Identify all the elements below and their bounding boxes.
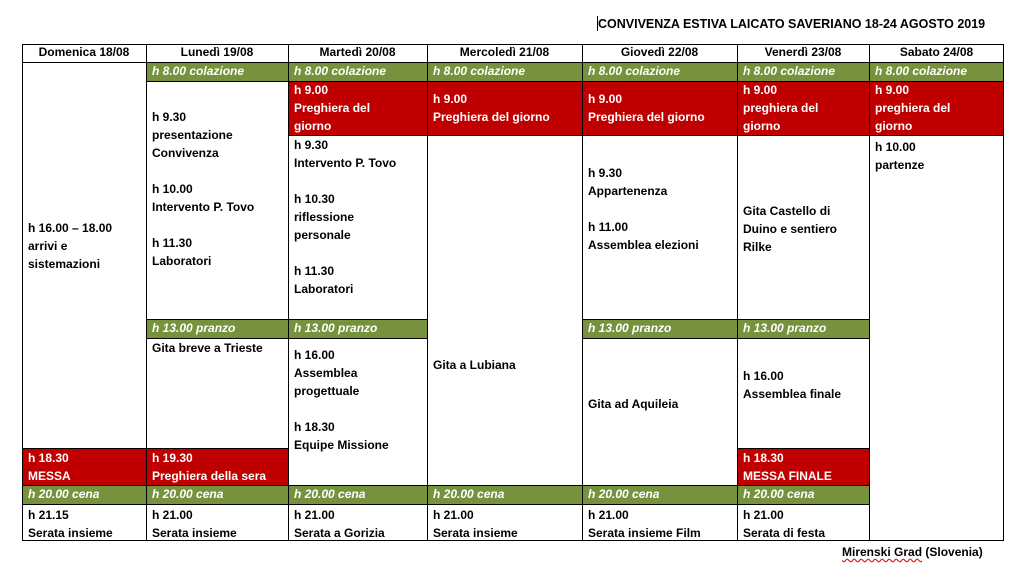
trip-venerdi: Gita Castello di Duino e sentiero Rilke [743, 204, 838, 254]
header-domenica: Domenica 18/08 [38, 45, 130, 59]
header-martedi: Martedì 20/08 [319, 45, 396, 59]
dinner-domenica: h 20.00 cena [22, 486, 146, 504]
row-divider [288, 319, 427, 320]
page-title: CONVIVENZA ESTIVA LAICATO SAVERIANO 18-24 AGOSTO 2019 [598, 17, 986, 31]
lunch-martedi: h 13.00 pranzo [288, 320, 427, 338]
row-divider [582, 319, 869, 320]
row-divider [22, 485, 869, 486]
dinner-venerdi: h 20.00 cena [737, 486, 869, 504]
sabato-bottom [869, 540, 1004, 541]
breakfast-sabato: h 8.00 colazione [869, 63, 1004, 81]
arrivals-block: h 16.00 – 18.00 arrivi e sistemazioni [28, 221, 113, 271]
breakfast-martedi: h 8.00 colazione [288, 63, 427, 81]
col-divider [288, 44, 289, 541]
morning-lunedi: h 9.30 presentazione Convivenza h 10.00 Intervento P. Tovo h 11.30 Laboratori [152, 110, 255, 268]
lunch-lunedi: h 13.00 pranzo [146, 320, 288, 338]
evening-mercoledi: h 21.00 Serata insieme [433, 508, 518, 540]
breakfast-venerdi: h 8.00 colazione [737, 63, 869, 81]
location-country: (Slovenia) [925, 545, 983, 559]
text-cursor [597, 16, 598, 31]
table-border-right [1003, 44, 1004, 541]
row-divider [737, 448, 869, 449]
header-mercoledi: Mercoledì 21/08 [459, 45, 550, 59]
evening-martedi: h 21.00 Serata a Gorizia [294, 508, 385, 540]
afternoon-lunedi: Gita breve a Trieste [152, 341, 263, 355]
row-divider [146, 319, 288, 320]
col-divider [582, 44, 583, 541]
prayer-venerdi: h 9.00 preghiera del giorno [737, 81, 869, 135]
trip-mercoledi: Gita a Lubiana [433, 358, 516, 372]
header-divider [22, 62, 1004, 63]
dinner-giovedi: h 20.00 cena [582, 486, 737, 504]
location-footer [842, 545, 983, 559]
table-border-top [22, 44, 1004, 45]
row-divider [146, 448, 288, 449]
prayer-giovedi: h 9.00 Preghiera del giorno [582, 81, 737, 135]
morning-martedi: h 9.30 Intervento P. Tovo h 10.30 riflessione personale h 11.30 Laboratori [294, 138, 397, 296]
afternoon-martedi: h 16.00 Assemblea progettuale h 18.30 Equipe Missione [294, 348, 389, 452]
dinner-martedi: h 20.00 cena [288, 486, 427, 504]
evening-domenica: h 21.15 Serata insieme [28, 508, 113, 540]
row-divider [146, 81, 1004, 82]
table-border-bottom [22, 540, 869, 541]
prayer-sabato: h 9.00 preghiera del giorno [869, 81, 1004, 135]
morning-giovedi: h 9.30 Appartenenza h 11.00 Assemblea elezioni [588, 166, 699, 252]
breakfast-mercoledi: h 8.00 colazione [427, 63, 582, 81]
row-divider [22, 504, 869, 505]
row-divider [582, 338, 869, 339]
row-divider [146, 338, 288, 339]
afternoon-venerdi: h 16.00 Assemblea finale [743, 369, 842, 401]
lunch-venerdi: h 13.00 pranzo [737, 320, 869, 338]
evening-venerdi: h 21.00 Serata di festa [743, 508, 826, 540]
header-venerdi: Venerdì 23/08 [764, 45, 842, 59]
breakfast-giovedi: h 8.00 colazione [582, 63, 737, 81]
dinner-mercoledi: h 20.00 cena [427, 486, 582, 504]
header-giovedi: Giovedì 22/08 [620, 45, 699, 59]
row-divider [288, 135, 1004, 136]
col-divider [427, 44, 428, 541]
schedule-table [22, 44, 1004, 541]
location-name: Mirenski Grad [842, 545, 923, 559]
departures-sabato: h 10.00 partenze [875, 140, 925, 172]
row-divider [288, 338, 427, 339]
lunch-giovedi: h 13.00 pranzo [582, 320, 737, 338]
header-sabato: Sabato 24/08 [899, 45, 974, 59]
prayer-evening-lunedi: h 19.30 Preghiera della sera [146, 449, 288, 485]
evening-giovedi: h 21.00 Serata insieme Film [588, 508, 701, 540]
header-lunedi: Lunedì 19/08 [180, 45, 254, 59]
row-divider [22, 448, 146, 449]
col-divider [737, 44, 738, 541]
dinner-lunedi: h 20.00 cena [146, 486, 288, 504]
breakfast-lunedi: h 8.00 colazione [146, 63, 288, 81]
prayer-mercoledi: h 9.00 Preghiera del giorno [427, 81, 582, 135]
mass-domenica: h 18.30 MESSA [22, 449, 146, 485]
prayer-martedi: h 9.00 Preghiera del giorno [288, 81, 427, 135]
evening-lunedi: h 21.00 Serata insieme [152, 508, 237, 540]
col-divider [869, 44, 870, 541]
col-divider [146, 44, 147, 541]
mass-final-venerdi: h 18.30 MESSA FINALE [737, 449, 869, 485]
table-border-left [22, 44, 23, 541]
trip-giovedi: Gita ad Aquileia [588, 397, 679, 411]
